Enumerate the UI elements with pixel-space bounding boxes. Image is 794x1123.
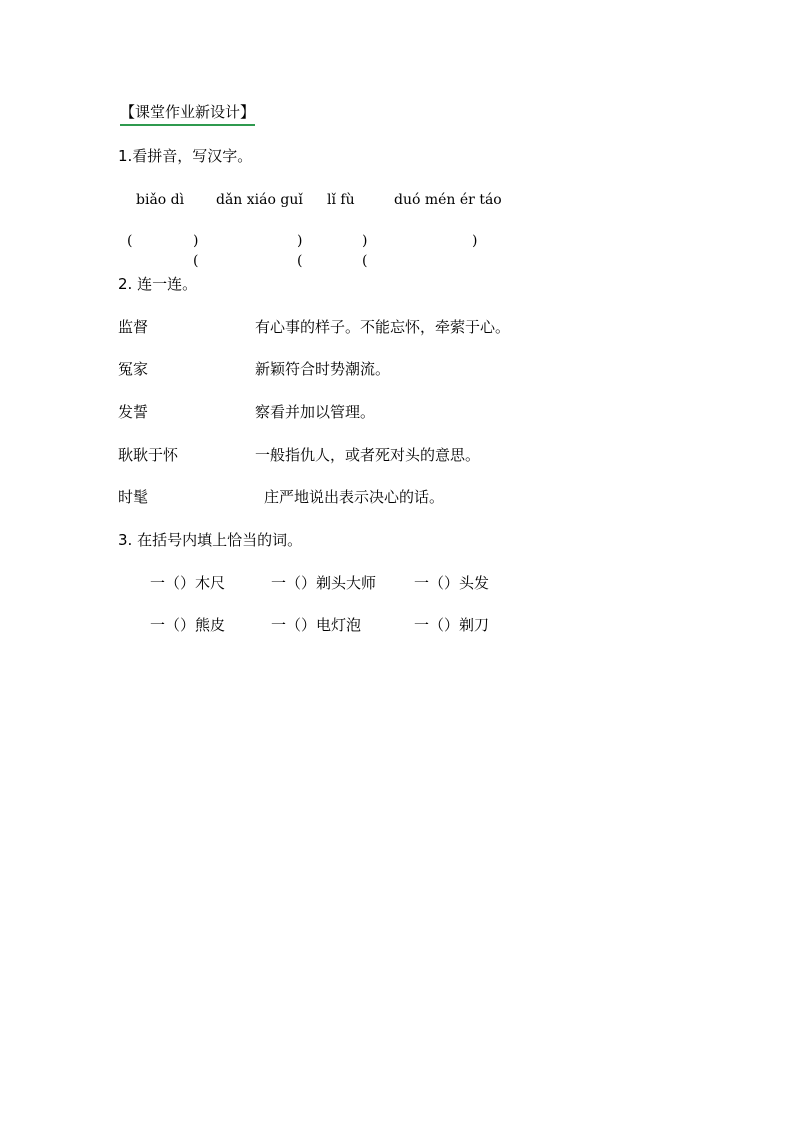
fill-item: 一（）熊皮 bbox=[150, 616, 226, 634]
match-row bbox=[0, 402, 794, 422]
match-term: 监督 bbox=[118, 318, 149, 336]
fill-item: 一（）剃头大师 bbox=[271, 574, 377, 592]
match-row bbox=[0, 445, 794, 465]
match-term: 时髦 bbox=[118, 488, 149, 506]
match-row bbox=[0, 359, 794, 379]
fill-item: 一（）电灯泡 bbox=[271, 616, 362, 634]
fill-item: 一（）头发 bbox=[414, 574, 490, 592]
pinyin-item: dǎn xiáo guǐ bbox=[216, 192, 303, 208]
pinyin-item: biǎo dì bbox=[136, 192, 185, 208]
match-term: 耿耿于怀 bbox=[118, 446, 179, 464]
question-2-title: 2. 连一连。 bbox=[118, 275, 198, 293]
pinyin-item: duó mén ér táo bbox=[394, 192, 502, 208]
fill-row bbox=[0, 615, 794, 635]
match-definition: 一般指仇人，或者死对头的意思。 bbox=[255, 446, 481, 464]
fill-item: 一（）剃刀 bbox=[414, 616, 490, 634]
fill-item: 一（）木尺 bbox=[150, 574, 226, 592]
match-definition: 庄严地说出表示决心的话。 bbox=[264, 488, 445, 506]
match-row bbox=[0, 317, 794, 337]
match-definition: 察看并加以管理。 bbox=[255, 403, 376, 421]
match-row bbox=[0, 487, 794, 507]
answer-paren: ( bbox=[127, 233, 133, 249]
answer-paren: )( bbox=[297, 233, 303, 269]
question-3-title: 3. 在括号内填上恰当的词。 bbox=[118, 531, 303, 549]
question-1-title: 1.看拼音，写汉字。 bbox=[118, 147, 253, 165]
answer-paren: ) bbox=[472, 233, 478, 249]
match-definition: 有心事的样子。不能忘怀，牵萦于心。 bbox=[255, 318, 511, 336]
answer-paren: )( bbox=[362, 233, 368, 269]
pinyin-item: lǐ fù bbox=[327, 192, 355, 208]
match-term: 冤家 bbox=[118, 360, 149, 378]
answer-paren: )( bbox=[193, 233, 199, 269]
section-heading: 【课堂作业新设计】 bbox=[120, 102, 255, 126]
fill-row bbox=[0, 573, 794, 593]
match-definition: 新颖符合时势潮流。 bbox=[255, 360, 391, 378]
match-term: 发誓 bbox=[118, 403, 149, 421]
